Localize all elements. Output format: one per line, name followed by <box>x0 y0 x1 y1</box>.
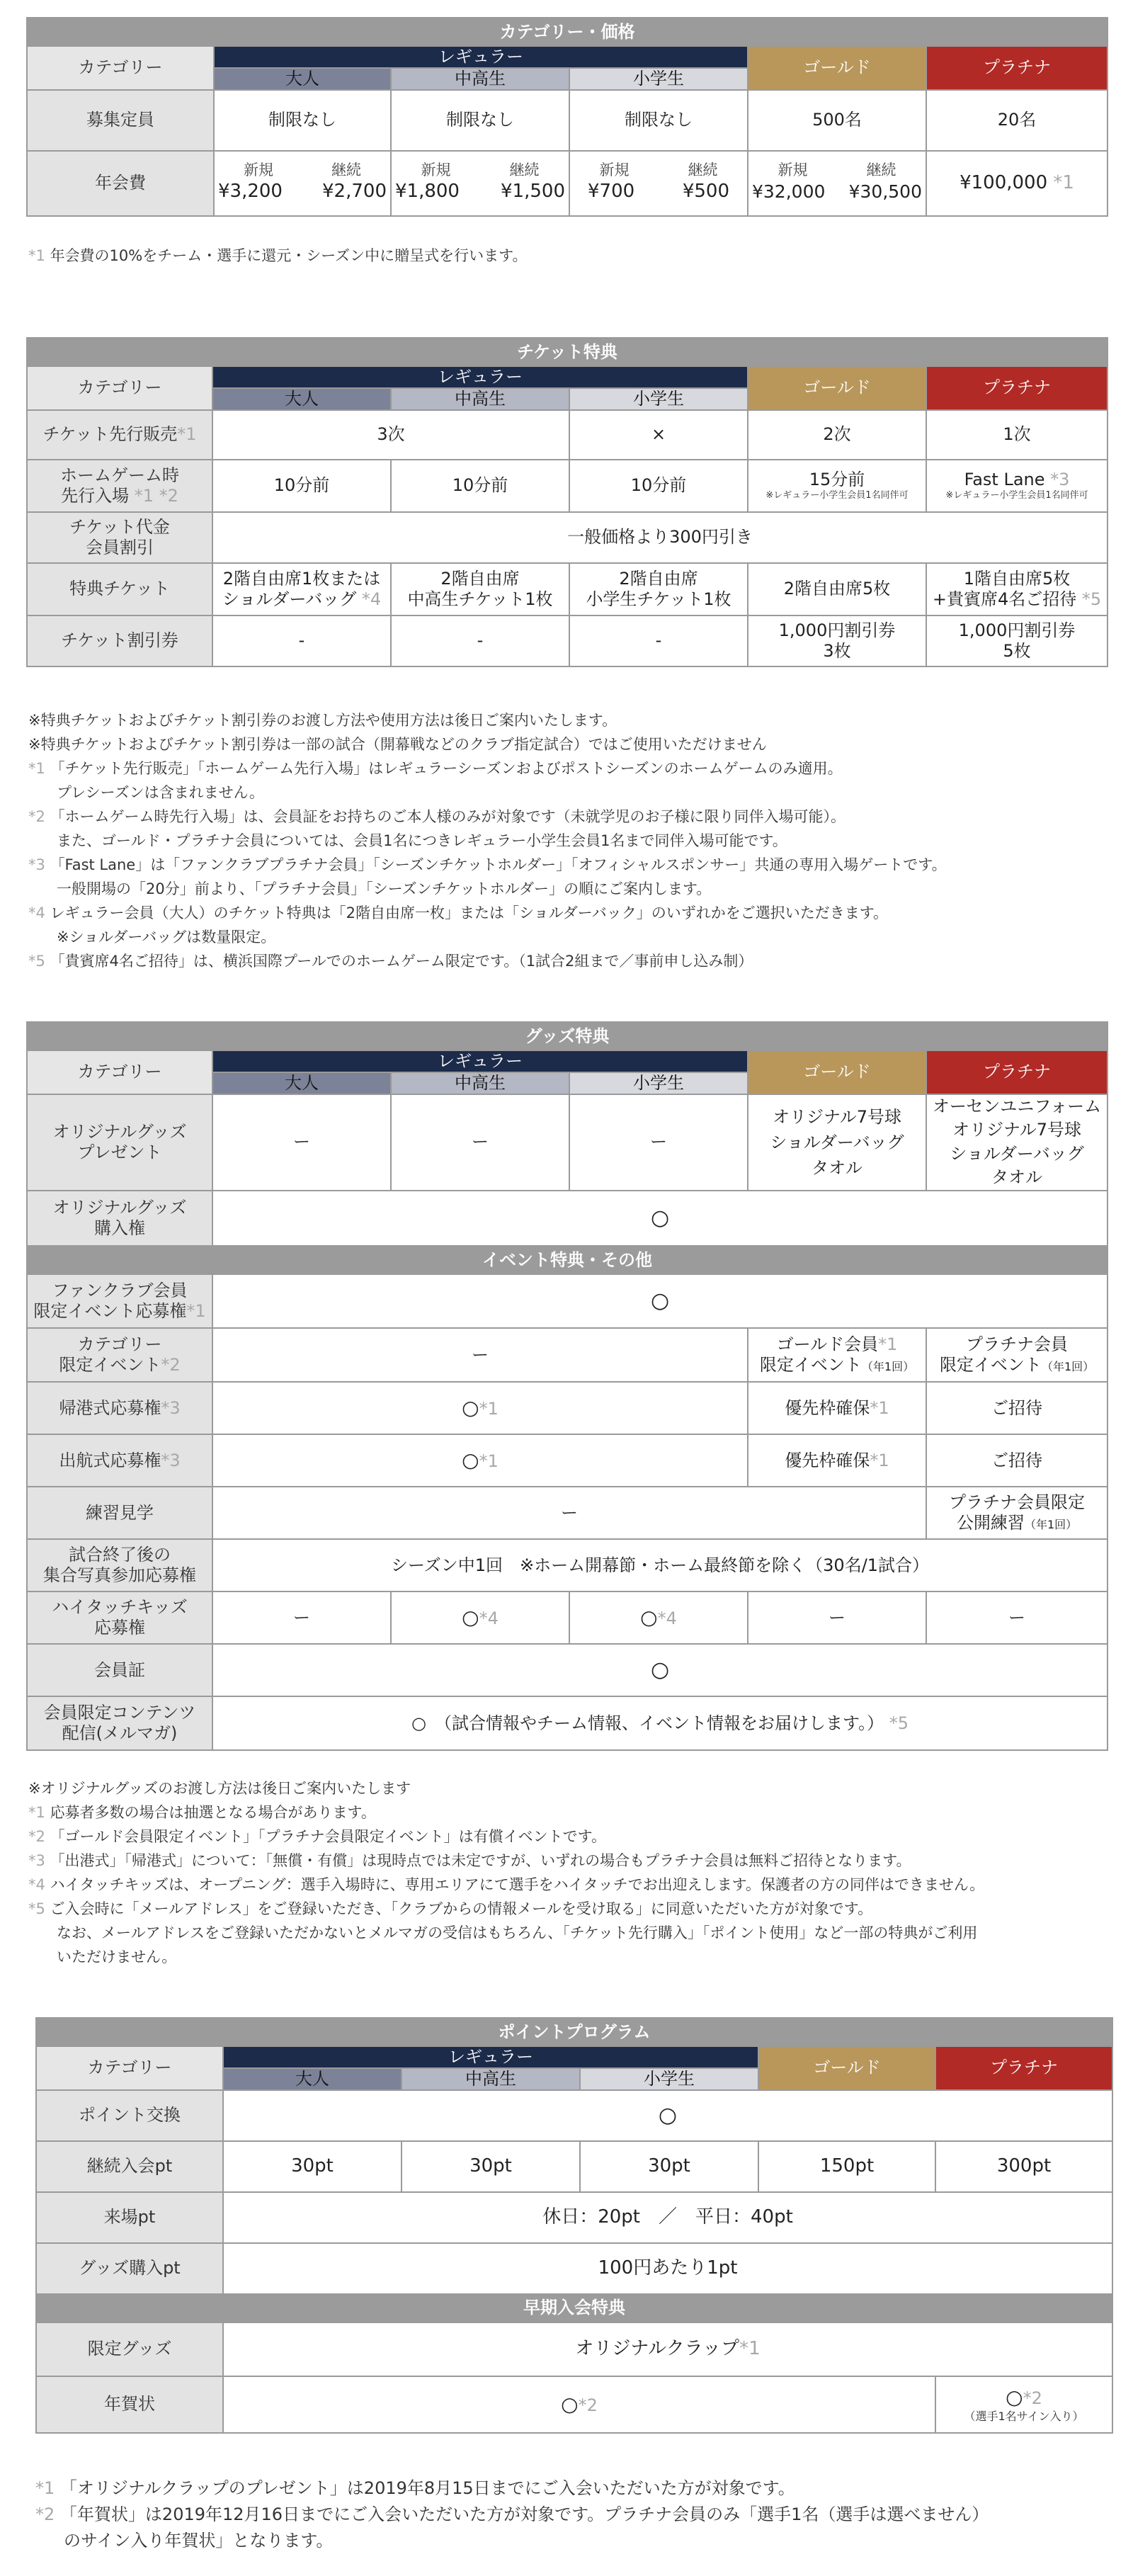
points-section <box>35 2017 1112 2434</box>
point-exchange-label: ポイント交換 <box>36 2090 223 2141</box>
note-text: ハイタッチキッズは、オープニング：選手入場時に、専用エリアにて選手をハイタッチでお出迎えします。保護者の方の同伴はできません。 <box>50 1876 985 1894</box>
member-card-label: 会員証 <box>27 1644 212 1696</box>
note-text: 一般開場の「20分」前より、「プラチナ会員」「シーズンチケットホルダー」の順にご案内します。 <box>57 880 712 898</box>
note-line <box>28 1897 984 1921</box>
label-text: 出航式応募権 <box>59 1450 161 1470</box>
value-text: ○ <box>462 1448 479 1473</box>
new-year-card-regular <box>223 2376 935 2433</box>
fee-value: ¥1,500 <box>501 181 565 202</box>
fee-cont-label: 継続 <box>688 161 718 178</box>
note-line <box>28 1800 984 1825</box>
visit-pt-value: 休日：20pt ／ 平日：40pt <box>223 2192 1112 2243</box>
label-text: オリジナルグッズ <box>52 1198 187 1218</box>
note-line <box>28 1921 984 1945</box>
note-mark: *2 <box>28 808 45 826</box>
note-mark: *1 <box>177 424 197 445</box>
regular-header: レギュラー <box>212 1050 748 1072</box>
value-text: ショルダーバッグ <box>950 1143 1084 1164</box>
group-photo-label <box>27 1539 212 1591</box>
note-mark: *1 <box>1053 172 1074 193</box>
value-text: タオル <box>991 1167 1043 1188</box>
note-text: プレシーズンは含まれません。 <box>57 784 264 802</box>
value-text: +貴賓席4名ご招待 <box>932 589 1077 609</box>
note-line <box>28 1825 984 1849</box>
note-mark: *2 <box>161 1354 181 1375</box>
label-text: 試合終了後の <box>69 1545 171 1565</box>
gold-header: ゴールド <box>758 2046 935 2090</box>
label-text: ハイタッチキッズ <box>52 1597 188 1618</box>
note-text: ※ショルダーバッグは数量限定。 <box>57 929 276 946</box>
renewal-pt-adult: 30pt <box>223 2141 402 2192</box>
note-mark: *1 <box>186 1300 206 1321</box>
bonus-ticket-elem <box>569 563 748 615</box>
note-line <box>28 732 947 756</box>
practice-label: 練習見学 <box>27 1487 212 1539</box>
label-text: 購入権 <box>94 1218 145 1238</box>
early-entry-elem: 10分前 <box>569 460 748 512</box>
bonus-ticket-gold: 2階自由席5枚 <box>748 563 926 615</box>
gold-header: ゴールド <box>748 1050 926 1094</box>
value-text: 1階自由席5枚 <box>963 568 1071 589</box>
note-mark: *1 <box>479 1399 499 1419</box>
value-text: 1,000円割引券 <box>778 620 896 640</box>
discount-value: 一般価格より300円引き <box>212 512 1108 563</box>
fee-value: ¥2,700 <box>322 181 387 202</box>
note-line <box>35 2475 989 2502</box>
fanclub-event-value: ○ <box>212 1274 1108 1328</box>
note-text: ご入会時に「メールアドレス」をご登録いただき、「クラブからの情報メールを受け取る」に同意いただいた方が対象です。 <box>50 1900 873 1918</box>
fee-new-label: 新規 <box>599 161 630 178</box>
departure-ceremony-regular <box>212 1434 748 1487</box>
label-text: プレゼント <box>77 1142 162 1162</box>
regular-header: レギュラー <box>223 2046 758 2068</box>
renewal-pt-middle: 30pt <box>402 2141 580 2192</box>
departure-ceremony-platinum: ご招待 <box>926 1434 1108 1487</box>
coupon-adult: - <box>212 615 391 666</box>
label-text: チケット代金 <box>69 516 170 537</box>
goods-title: グッズ特典 <box>27 1022 1108 1050</box>
adult-header: 大人 <box>223 2068 402 2090</box>
renewal-pt-elem: 30pt <box>580 2141 758 2192</box>
bonus-ticket-middle <box>391 563 569 615</box>
fee-middle <box>391 151 569 216</box>
note-text: ※特典チケットおよびチケット割引券のお渡し方法や使用方法は後日ご案内いたします。 <box>28 712 617 729</box>
middle-header: 中高生 <box>402 2068 580 2090</box>
hightouch-adult: ー <box>212 1591 391 1644</box>
category-event-gold <box>748 1328 926 1382</box>
note-line <box>28 756 947 781</box>
return-ceremony-platinum: ご招待 <box>926 1382 1108 1434</box>
goods-table <box>26 1021 1108 1751</box>
fee-cont-label: 継続 <box>509 161 540 178</box>
value-text: タオル <box>812 1157 862 1178</box>
note-text: また、ゴールド・プラチナ会員については、会員1名につきレギュラー小学生会員1名まで同伴入場可能です。 <box>57 832 787 850</box>
note-mark: *1 *2 <box>134 485 178 506</box>
label-text: 会員限定コンテンツ <box>43 1703 196 1723</box>
early-notes <box>35 2475 989 2555</box>
note-mark: *2 <box>35 2504 55 2525</box>
point-exchange-value: ○ <box>223 2090 1112 2141</box>
cell-note: ※レギュラー小学生会員1名同伴可 <box>945 490 1088 501</box>
value-text: ○ <box>1006 2385 1023 2410</box>
fee-platinum <box>926 151 1108 216</box>
price-table <box>26 17 1108 217</box>
note-mark: *5 <box>28 1900 45 1918</box>
presale-regular: 3次 <box>212 410 569 460</box>
goods-section <box>26 1021 1107 1751</box>
recruit-platinum: 20名 <box>926 90 1108 151</box>
hightouch-platinum: ー <box>926 1591 1108 1644</box>
recruit-middle: 制限なし <box>391 90 569 151</box>
note-line <box>28 1776 984 1800</box>
ticket-section <box>26 337 1107 667</box>
value-text: 3枚 <box>823 640 851 661</box>
return-ceremony-label <box>27 1382 212 1434</box>
middle-header: 中高生 <box>391 388 569 410</box>
goods-pt-value: 100円あたり1pt <box>223 2243 1112 2294</box>
goods-pt-label: グッズ購入pt <box>36 2243 223 2294</box>
hightouch-middle <box>391 1591 569 1644</box>
category-label: カテゴリー <box>27 46 214 90</box>
coupon-middle: - <box>391 615 569 666</box>
note-line <box>28 877 947 901</box>
ticket-table <box>26 337 1108 667</box>
note-line <box>28 949 947 973</box>
coupon-elem: - <box>569 615 748 666</box>
value-text: ゴールド会員 <box>776 1334 879 1355</box>
early-entry-platinum <box>926 460 1108 512</box>
member-card-value: ○ <box>212 1644 1108 1696</box>
note-mark: *3 <box>28 856 45 874</box>
limited-goods-label: 限定グッズ <box>36 2322 223 2376</box>
note-mark: *1 <box>878 1334 898 1355</box>
middle-header: 中高生 <box>391 1072 569 1094</box>
early-entry-adult: 10分前 <box>212 460 391 512</box>
note-text: 「年賀状」は2019年12月16日までにご入会いただいた方が対象です。プラチナ会員のみ「選手1名（選手は選べません） <box>59 2504 989 2525</box>
label-text: オリジナルグッズ <box>52 1121 187 1142</box>
early-entry-gold <box>748 460 926 512</box>
value-text: オリジナル7号球 <box>952 1120 1082 1140</box>
note-line <box>28 1849 984 1873</box>
platinum-header: プラチナ <box>935 2046 1112 2090</box>
points-table <box>35 2017 1113 2434</box>
early-entry-label <box>27 460 212 512</box>
goods-present-platinum <box>926 1094 1108 1191</box>
value-text: 限定イベント <box>759 1354 862 1375</box>
adult-header: 大人 <box>214 68 391 90</box>
bonus-ticket-platinum <box>926 563 1108 615</box>
category-label: カテゴリー <box>27 1050 212 1094</box>
note-text: 「チケット先行販売」「ホームゲーム先行入場」はレギュラーシーズンおよびポストシーズンのホームゲームのみ適用。 <box>50 760 843 778</box>
practice-regular-gold: ー <box>212 1487 926 1539</box>
label-text: チケット先行販売 <box>42 424 178 445</box>
label-text: 集合写真参加応募権 <box>43 1565 196 1585</box>
note-mark: *1 <box>870 1397 889 1418</box>
fee-new-label: 新規 <box>244 161 273 178</box>
value-text: 優先枠確保 <box>785 1450 870 1470</box>
note-mark: *5 <box>1081 589 1102 609</box>
elem-header: 小学生 <box>580 2068 758 2090</box>
value-text: 中高生チケット1枚 <box>407 589 553 609</box>
goods-present-label <box>27 1094 212 1191</box>
ticket-title: チケット特典 <box>27 338 1108 366</box>
label-text: 会員割引 <box>86 537 154 557</box>
note-text: なお、メールアドレスをご登録いただかないとメルマガの受信はもちろん、「チケット先行購入」「ポイント使用」など一部の特典がご利用 <box>57 1924 978 1942</box>
goods-present-gold <box>748 1094 926 1191</box>
hightouch-gold: ー <box>748 1591 926 1644</box>
renewal-pt-gold: 150pt <box>758 2141 935 2192</box>
fee-value: ¥500 <box>682 181 729 202</box>
note-line <box>28 853 947 877</box>
note-text: レギュラー会員（大人）のチケット特典は「2階自由席一枚」または「ショルダーバック」のいずれかをご選択いただきます。 <box>50 904 889 922</box>
fee-new-label: 新規 <box>421 161 451 178</box>
elem-header: 小学生 <box>569 388 748 410</box>
fee-label: 年会費 <box>27 151 214 216</box>
goods-present-middle: ー <box>391 1094 569 1191</box>
value-text: （年1回） <box>1024 1517 1078 1531</box>
renewal-pt-label: 継続入会pt <box>36 2141 223 2192</box>
note-text: ※オリジナルグッズのお渡し方法は後日ご案内いたします <box>28 1780 411 1797</box>
label-text: 配信(メルマガ) <box>62 1723 178 1743</box>
value-text: ○ <box>462 1606 479 1630</box>
fee-gold <box>748 151 926 216</box>
note-line <box>28 781 947 805</box>
fee-value: ¥32,000 <box>752 181 826 202</box>
value-text: ○ （試合情報やチーム情報、イベント情報をお届けします。） <box>411 1713 884 1733</box>
coupon-label: チケット割引券 <box>27 615 212 666</box>
note-mark: *3 <box>1050 470 1070 490</box>
note-text: 「出港式」「帰港式」について：「無償・有償」は現時点では未定ですが、いずれの場合もプラチナ会員は無料ご招待となります。 <box>50 1852 911 1870</box>
fee-adult <box>214 151 391 216</box>
value-text: 優先枠確保 <box>785 1397 870 1418</box>
note-text: のサイン入り年賀状」となります。 <box>64 2531 334 2551</box>
new-year-card-platinum <box>935 2376 1112 2433</box>
note-mark: *1 <box>35 2478 55 2498</box>
value-text: 限定イベント <box>939 1354 1042 1375</box>
note-mark: *1 <box>28 247 45 264</box>
gold-header: ゴールド <box>748 366 926 410</box>
note-mark: *4 <box>361 589 382 609</box>
note-mark: *4 <box>28 904 45 922</box>
note-mark: *3 <box>161 1397 181 1418</box>
note-text: 「ホームゲーム時先行入場」は、会員証をお持ちのご本人様のみが対象です（未就学児のお子様に限り同伴入場可能）。 <box>50 808 846 826</box>
discount-label <box>27 512 212 563</box>
note-mark: *5 <box>28 953 45 970</box>
note-text: 「ゴールド会員限定イベント」「プラチナ会員限定イベント」は有償イベントです。 <box>50 1828 606 1846</box>
fee-cont-label: 継続 <box>866 161 896 178</box>
note-line <box>28 901 947 925</box>
early-entry-middle: 10分前 <box>391 460 569 512</box>
event-notes <box>28 1776 984 1969</box>
value-text: 5枚 <box>1003 640 1031 661</box>
newsletter-label <box>27 1696 212 1750</box>
value-text: プラチナ会員限定 <box>949 1492 1086 1513</box>
price-notes <box>28 244 528 268</box>
value-text: 15分前 <box>809 470 865 490</box>
label-text: 応募権 <box>94 1617 145 1638</box>
value-text: ○ <box>561 2392 579 2416</box>
ticket-notes <box>28 708 947 973</box>
category-event-label <box>27 1328 212 1382</box>
note-line <box>35 2502 989 2528</box>
cell-note: ※レギュラー小学生会員1名同伴可 <box>765 490 909 501</box>
bonus-ticket-label: 特典チケット <box>27 563 212 615</box>
category-event-platinum <box>926 1328 1108 1382</box>
presale-platinum: 1次 <box>926 410 1108 460</box>
departure-ceremony-gold <box>748 1434 926 1487</box>
value-text: オリジナルクラップ <box>575 2338 740 2359</box>
recruit-elem: 制限なし <box>569 90 748 151</box>
note-mark: *1 <box>28 760 45 778</box>
middle-header: 中高生 <box>391 68 569 90</box>
value-text: プラチナ会員 <box>966 1334 1069 1355</box>
adult-header: 大人 <box>212 1072 391 1094</box>
value-text: ショルダーバッグ <box>222 589 357 609</box>
adult-header: 大人 <box>212 388 391 410</box>
note-text: 「貴賓席4名ご招待」は、横浜国際プールでのホームゲーム限定です。（1試合2組まで／事前申し込み制） <box>50 953 753 970</box>
event-title: イベント特典・その他 <box>27 1246 1108 1274</box>
label-text: ファンクラブ会員 <box>52 1281 188 1301</box>
value-text: オリジナル7号球 <box>772 1106 902 1127</box>
note-text: ※特典チケットおよびチケット割引券は一部の試合（開幕戦などのクラブ指定試合）ではご使用いただけません <box>28 736 767 754</box>
label-text: 先行入場 <box>61 485 130 506</box>
presale-elem: × <box>569 410 748 460</box>
note-mark: *1 <box>28 1804 45 1822</box>
note-line <box>28 708 947 732</box>
limited-goods-value <box>223 2322 1112 2376</box>
note-line <box>28 1945 984 1969</box>
renewal-pt-platinum: 300pt <box>935 2141 1112 2192</box>
note-mark: *3 <box>28 1852 45 1870</box>
bonus-ticket-adult <box>212 563 391 615</box>
category-label: カテゴリー <box>27 366 212 410</box>
note-mark: *5 <box>889 1713 909 1733</box>
cell-note: （選手1名サイン入り） <box>964 2409 1084 2423</box>
price-title: カテゴリー・価格 <box>27 18 1108 46</box>
recruit-label: 募集定員 <box>27 90 214 151</box>
value-text: ○ <box>462 1396 479 1420</box>
label-text: 限定イベント応募権 <box>33 1300 187 1321</box>
value-text: （年1回） <box>1041 1359 1095 1373</box>
goods-purchase-value: ○ <box>212 1191 1108 1246</box>
return-ceremony-regular <box>212 1382 748 1434</box>
note-mark: *1 <box>870 1450 889 1470</box>
points-title: ポイントプログラム <box>36 2018 1112 2046</box>
note-mark: *2 <box>1023 2388 1042 2409</box>
regular-header: レギュラー <box>212 366 748 388</box>
fee-value: ¥1,800 <box>395 181 460 202</box>
note-mark: *3 <box>161 1450 181 1470</box>
value-text: 2階自由席 <box>619 568 698 589</box>
fanclub-event-label <box>27 1274 212 1328</box>
note-text: 年会費の10%をチーム・選手に還元・シーズン中に贈呈式を行います。 <box>50 247 528 264</box>
presale-label <box>27 410 212 460</box>
departure-ceremony-label <box>27 1434 212 1487</box>
note-line <box>28 925 947 949</box>
value-text: ○ <box>640 1606 658 1630</box>
note-mark: *1 <box>739 2338 761 2359</box>
return-ceremony-gold <box>748 1382 926 1434</box>
price-section <box>26 17 1107 217</box>
coupon-platinum <box>926 615 1108 666</box>
note-mark: *2 <box>28 1828 45 1846</box>
presale-gold: 2次 <box>748 410 926 460</box>
value-text: オーセンユニフォーム <box>932 1096 1102 1116</box>
category-label: カテゴリー <box>36 2046 223 2090</box>
platinum-header: プラチナ <box>926 366 1108 410</box>
newsletter-value <box>212 1696 1108 1750</box>
early-title: 早期入会特典 <box>36 2294 1112 2322</box>
label-text: 帰港式応募権 <box>59 1397 161 1418</box>
fee-value: ¥30,500 <box>848 181 922 202</box>
note-mark: *2 <box>578 2395 598 2415</box>
note-line <box>28 829 947 853</box>
note-text: 「Fast Lane」は「ファンクラブプラチナ会員」「シーズンチケットホルダー」「オフィシャルスポンサー」共通の専用入場ゲートです。 <box>50 856 947 874</box>
note-line <box>28 1873 984 1897</box>
label-text: ホームゲーム時 <box>60 465 179 485</box>
hightouch-elem <box>569 1591 748 1644</box>
fee-value: ¥700 <box>588 181 635 202</box>
regular-header: レギュラー <box>214 46 748 68</box>
value-text: 1,000円割引券 <box>958 620 1076 640</box>
label-text: 限定イベント <box>59 1354 161 1375</box>
fee-elem <box>569 151 748 216</box>
note-text: いただけません。 <box>57 1948 177 1966</box>
note-text: 「オリジナルクラップのプレゼント」は2019年8月15日までにご入会いただいた方が対象です。 <box>59 2478 795 2498</box>
hightouch-label <box>27 1591 212 1644</box>
value-text: 公開練習 <box>956 1512 1025 1533</box>
value-text: 2階自由席1枚または <box>222 568 381 589</box>
recruit-gold: 500名 <box>748 90 926 151</box>
fee-cont-label: 継続 <box>331 161 361 178</box>
note-mark: *4 <box>28 1876 45 1894</box>
fee-value: ¥100,000 <box>960 172 1048 193</box>
elem-header: 小学生 <box>569 68 748 90</box>
recruit-adult: 制限なし <box>214 90 391 151</box>
value-text: （年1回） <box>861 1359 915 1373</box>
practice-platinum <box>926 1487 1108 1539</box>
note-mark: *1 <box>479 1451 499 1472</box>
fee-value: ¥3,200 <box>218 181 283 202</box>
value-text: 小学生チケット1枚 <box>586 589 731 609</box>
note-mark: *4 <box>657 1608 677 1629</box>
note-mark: *4 <box>479 1608 499 1629</box>
note-text: 応募者多数の場合は抽選となる場合があります。 <box>50 1804 376 1822</box>
value-text: 2階自由席 <box>440 568 520 589</box>
platinum-header: プラチナ <box>926 46 1108 90</box>
elem-header: 小学生 <box>569 1072 748 1094</box>
goods-purchase-label <box>27 1191 212 1246</box>
new-year-card-label: 年賀状 <box>36 2376 223 2433</box>
label-text: カテゴリー <box>77 1334 162 1355</box>
note-line <box>35 2528 989 2554</box>
value-text: ショルダーバッグ <box>770 1132 904 1152</box>
goods-present-adult: ー <box>212 1094 391 1191</box>
category-event-regular: ー <box>212 1328 748 1382</box>
fee-new-label: 新規 <box>778 161 808 178</box>
note-line <box>28 244 528 268</box>
value-text: Fast Lane <box>964 470 1045 490</box>
gold-header: ゴールド <box>748 46 926 90</box>
coupon-gold <box>748 615 926 666</box>
group-photo-value: シーズン中1回 ※ホーム開幕節・ホーム最終節を除く（30名/1試合） <box>212 1539 1108 1591</box>
platinum-header: プラチナ <box>926 1050 1108 1094</box>
note-line <box>28 805 947 829</box>
visit-pt-label: 来場pt <box>36 2192 223 2243</box>
goods-present-elem: ー <box>569 1094 748 1191</box>
